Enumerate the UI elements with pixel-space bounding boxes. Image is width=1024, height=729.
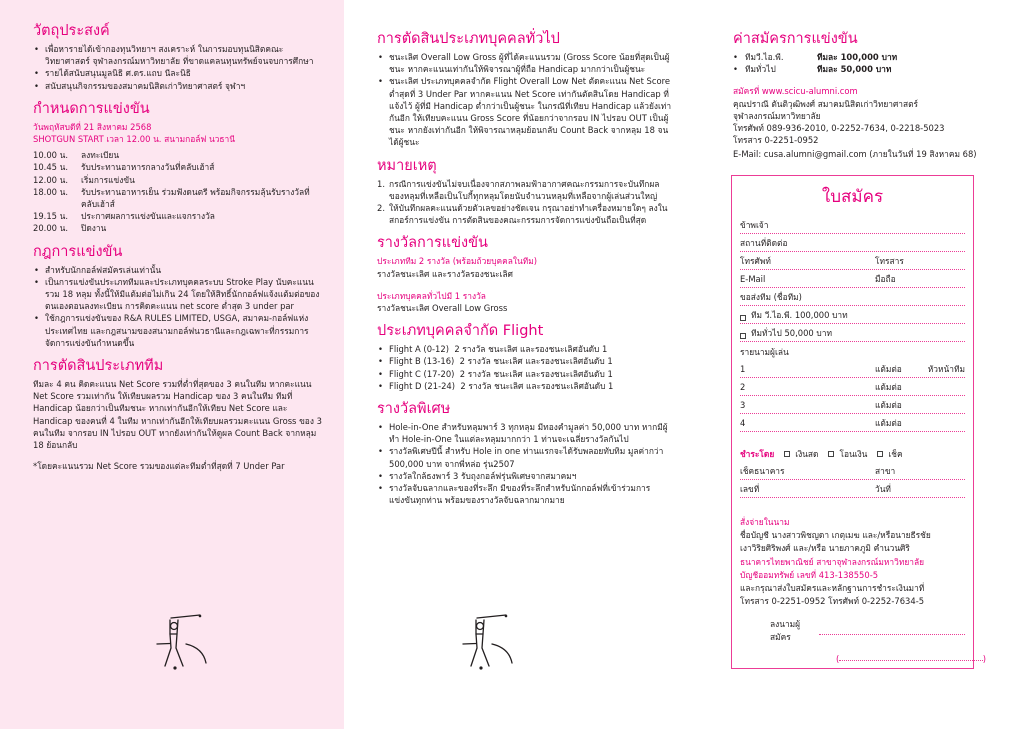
team-name-label: ขอส่งทีม (ชื่อทีม)	[740, 291, 802, 302]
list-item: • Hole-in-One สำหรับหลุมพาร์ 3 ทุกหลุม มีทองคำมูลค่า 50,000 บาท หากมีผู้ทำ Hole-in-One ในแต่ละหลุมมากกว่า 1 ท่านจะเฉลี่ยรางวัลกันไป	[377, 421, 672, 445]
list-item: • รางวัลใกล้ธงพาร์ 3 รับถุงกอล์ฟรุ่นพิเศษจากสมาคมฯ	[377, 470, 672, 482]
branch-label: สาขา	[875, 465, 896, 476]
pay-transfer-option[interactable]	[828, 448, 867, 460]
player-number: 2	[740, 381, 746, 392]
payee-section	[740, 516, 965, 608]
payment-method-row	[740, 444, 965, 462]
email-mobile-field[interactable]	[740, 270, 965, 288]
rules-list	[33, 264, 322, 349]
option-label: เช็ค	[888, 448, 903, 459]
schedule-table	[33, 149, 322, 234]
contact-section	[733, 85, 1004, 160]
fee-value: ทีมละ 50,000 บาท	[817, 64, 892, 75]
schedule-time: 10.45 น.	[33, 162, 69, 173]
flight-heading-thai: ประเภทบุคคลจำกัด	[377, 323, 499, 340]
middle-panel	[344, 0, 688, 729]
handicap-label: แต้มต่อ	[875, 399, 902, 410]
handicap-label: แต้มต่อ	[875, 381, 902, 392]
send-contact: โทรสาร 0-2251-0952 โทรศัพท์ 0-2252-7634-5	[740, 596, 925, 607]
list-item: • เป็นการแข่งขันประเภททีมและประเภทบุคคลระบบ Stroke Play นับคะแนนรวม 18 หลุม ทั้งนี้ให้มีแต้มต่อไม่เกิน 24 โดยให้สิทธิ์นักกอล์ฟแจ้งแต้มต่อของตนเองตอนลงทะเบียน การคิดคะแนน net score ต่ำสุด 3 under par	[33, 276, 322, 313]
name-label: ข้าพเจ้า	[740, 219, 769, 230]
remarks-section	[377, 157, 672, 227]
flight-name: Flight D (21-24)	[389, 380, 456, 391]
list-item	[377, 202, 672, 226]
list-item	[377, 178, 672, 202]
individual-judging-list	[377, 51, 672, 149]
individual-judging-heading: การตัดสินประเภทบุคคลทั่วไป	[377, 31, 560, 47]
vip-team-option[interactable]	[740, 306, 965, 324]
schedule-event: เริ่มการแข่งขัน	[81, 174, 135, 185]
payee-line: ชื่อบัญชี นางสาวพิชญดา เกตุเมฆ และ/หรือนายธีรชัย	[740, 530, 931, 541]
fee-label: ทีมวี.ไอ.พี.	[745, 52, 784, 62]
form-title: ใบสมัคร	[821, 187, 884, 207]
special-prizes-section	[377, 400, 672, 506]
schedule-time: 18.00 น.	[33, 186, 69, 197]
fees-heading: ค่าสมัครการแข่งขัน	[733, 31, 858, 47]
left-panel	[0, 0, 344, 729]
player-number: 4	[740, 417, 746, 428]
player-number: 1	[740, 363, 746, 374]
pay-cheque-option[interactable]	[877, 448, 902, 460]
item-number: 1.	[377, 178, 385, 189]
bank-label: เช็คธนาคาร	[740, 465, 785, 476]
team-prize-text: รางวัลชนะเลิศ และรางวัลรองชนะเลิศ	[377, 268, 513, 279]
schedule-event: ปิดงาน	[81, 223, 107, 234]
schedule-time: 10.00 น.	[33, 150, 69, 161]
payee-heading: สั่งจ่ายในนาม	[740, 517, 790, 527]
checkbox-icon[interactable]	[740, 333, 746, 339]
option-label: ทีม วี.ไอ.พี. 100,000 บาท	[751, 309, 848, 320]
option-label: โอนเงิน	[839, 448, 868, 459]
players-label-row	[740, 342, 965, 360]
contact-line: โทรศัพท์ 089-936-2010, 0-2252-7634, 0-2218-5023	[733, 123, 945, 134]
checkbox-icon[interactable]	[828, 451, 834, 457]
flight-name: Flight B (13-16)	[389, 356, 455, 367]
individual-prize-heading: ประเภทบุคคลทั่วไปมี 1 รางวัล	[377, 290, 486, 301]
flight-prize: 2 รางวัล ชนะเลิศ และรองชนะเลิศอันดับ 1	[460, 380, 614, 391]
team-judging-note: *โดยคะแนนรวม Net Score รวมของแต่ละทีมต่ำที่สุดที่ 7 Under Par	[33, 461, 285, 472]
flight-prize: 2 รางวัล ชนะเลิศ และรองชนะเลิศอันดับ 1	[459, 356, 613, 367]
flight-name: Flight C (17-20)	[389, 368, 455, 379]
flight-section	[377, 322, 672, 392]
list-item: • รายได้สนับสนุนมูลนิธิ ศ.ดร.แถบ นีละนิธิ	[33, 67, 322, 79]
prizes-heading: รางวัลการแข่งขัน	[377, 235, 488, 252]
objectives-list	[33, 43, 322, 92]
flight-heading	[377, 322, 672, 340]
payment-label: ชำระโดย	[740, 448, 775, 459]
shotgun-start: SHOTGUN START เวลา 12.00 น. สนามกอล์ฟ นวธานี	[33, 134, 235, 145]
individual-judging-section	[377, 30, 672, 149]
remarks-heading: หมายเหตุ	[377, 157, 437, 174]
list-item: • สนับสนุนกิจกรรมของสมาคมนิสิตเก่าวิทยาศาสตร์ จุฬาฯ	[33, 80, 322, 92]
phone-fax-field[interactable]	[740, 252, 965, 270]
list-item: • ชนะเลิศ ประเภทบุคคลจำกัด Flight Overall Low Net ตัดคะแนน Net Score ต่ำสุดที่ 3 Under Par หากคะแนน Net Score เท่ากันตัดสินโดย Handicap ที่แจ้งไว้ ผู้ที่มี Handicap ต่ำกว่าเป็นผู้ชนะ ในกรณีที่เทียบ Handicap แล้วยังเท่ากันอีก ให้เทียบคะแนน Gross Score ที่น้อยกว่าจากรอบ IN ไปรอบ OUT เป็นผู้ชนะ หากยังเท่ากันอีก ให้พิจารณาหลุมย้อนกลับ Count Back จากหลุม 18 จนได้ผู้ชนะ	[377, 75, 672, 148]
player-row[interactable]	[740, 414, 965, 432]
remarks-list	[377, 178, 672, 227]
option-label: เงินสด	[795, 448, 819, 459]
phone-label: โทรศัพท์	[740, 255, 771, 266]
special-prizes-list	[377, 421, 672, 506]
list-item: • เพื่อหารายได้เข้ากองทุนวิทยาฯ สงเคราะห์ ในการมอบทุนนิสิตคณะวิทยาศาสตร์ จุฬาลงกรณ์มหาวิทยาลัย ที่ขาดแคลนทุนทรัพย์จนจบการศึกษา	[33, 43, 322, 67]
fee-value: ทีมละ 100,000 บาท	[817, 52, 898, 62]
player-row[interactable]	[740, 360, 965, 378]
golfer-illustration-icon	[148, 608, 218, 678]
team-prize-heading: ประเภททีม 2 รางวัล (พร้อมถ้วยบุคคลในทีม)	[377, 256, 537, 267]
fees-table	[733, 51, 1004, 75]
bank-branch-field[interactable]	[740, 462, 965, 480]
schedule-time: 12.00 น.	[33, 174, 69, 185]
player-number: 3	[740, 399, 746, 410]
pay-cash-option[interactable]	[784, 448, 818, 460]
mobile-label: มือถือ	[875, 273, 896, 284]
fee-label: ทีมทั่วไป	[745, 64, 776, 75]
handicap-label: แต้มต่อ	[875, 417, 902, 428]
prizes-section	[377, 234, 672, 314]
player-row[interactable]	[740, 378, 965, 396]
number-date-field[interactable]	[740, 480, 965, 498]
contact-line: โทรสาร 0-2251-0952	[733, 135, 819, 146]
schedule-section	[33, 100, 322, 235]
schedule-time: 20.00 น.	[33, 223, 69, 234]
apply-website-link[interactable]: สมัครที่ www.scicu-alumni.com	[733, 86, 858, 97]
payee-account: บัญชีออมทรัพย์ เลขที่ 413-138550-5	[740, 569, 879, 580]
bullet: •	[733, 52, 738, 62]
team-judging-section	[33, 357, 322, 472]
paren-close: )	[982, 653, 986, 664]
checkbox-icon[interactable]	[784, 451, 790, 457]
option-label: ทีมทั่วไป 50,000 บาท	[751, 327, 832, 338]
item-number: 2.	[377, 203, 385, 214]
fax-label: โทรสาร	[875, 255, 904, 266]
objectives-section	[33, 22, 322, 92]
captain-label: หัวหน้าทีม	[927, 363, 965, 374]
team-judging-body: ทีมละ 4 คน คิดคะแนน Net Score รวมที่ต่ำที่สุดของ 3 คนในทีม หากคะแนน Net Score รวมเท่ากัน ให้เทียบผลรวม Handicap ของ 3 คนในทีม ทีมที่ Handicap น้อยกว่าเป็นทีมชนะ หากเท่ากันอีกให้เทียบ Net Score และ Handicap ของคนที่ 4 ในทีม หากเท่ากันอีกให้เทียบผลรวมคะแนน Gross ของ 3 คนในทีม จากรอบ IN ไปรอบ OUT หากยังเท่ากันให้ดูผล Count Back จากหลุม 18 ย้อนกลับ	[33, 379, 322, 451]
flight-name: Flight A (0-12)	[389, 344, 449, 355]
application-form	[731, 175, 986, 669]
flight-heading-suffix: Flight	[502, 323, 544, 340]
schedule-heading: กำหนดการแข่งขัน	[33, 100, 150, 117]
objectives-heading: วัตถุประสงค์	[33, 23, 110, 39]
bullet: •	[733, 64, 738, 75]
checkbox-icon[interactable]	[877, 451, 883, 457]
list-item: • ชนะเลิศ Overall Low Gross ผู้ที่ได้คะแนนรวม (Gross Score น้อยที่สุดเป็นผู้ชนะ หากคะแนนเท่ากันให้พิจารณาผู้ที่ถือ Handicap มากกว่าเป็นผู้ชนะ	[377, 51, 672, 75]
item-text: ให้บันทึกผลคะแนนด้วยตัวเลขอย่างชัดเจน กรุณาอย่าทำเครื่องหมายใดๆ ลงในสกอร์การแข่งขัน การตัดสินของคณะกรรมการจัดการแข่งขันถือเป็นที่สุด	[389, 203, 668, 226]
fees-section	[733, 30, 1004, 75]
signature-label: ลงนามผู้สมัคร	[770, 619, 801, 642]
list-item: • รางวัลพิเศษปีนี้ สำหรับ Hole in one ท่านแรกจะได้รับพลอยทับทิม มูลค่ากว่า 500,000 บาท จากพี่หล่อ รุ่น2507	[377, 445, 672, 469]
team-name-field[interactable]	[740, 288, 965, 306]
checkbox-icon[interactable]	[740, 315, 746, 321]
address-field[interactable]	[740, 234, 965, 252]
list-item	[377, 368, 672, 380]
schedule-time: 19.15 น.	[33, 211, 69, 222]
individual-prize-text: รางวัลชนะเลิศ Overall Low Gross	[377, 303, 508, 314]
signature-field[interactable]	[819, 627, 965, 635]
printed-name-line[interactable]	[839, 653, 982, 661]
special-prizes-heading: รางวัลพิเศษ	[377, 401, 451, 418]
list-item: • รางวัลจับฉลากและของที่ระลึก มีของที่ระลึกสำหรับนักกอล์ฟที่เข้าร่วมการแข่งขันทุกท่าน พร้อมของรางวัลจับฉลากมากมาย	[377, 482, 672, 506]
rules-section	[33, 243, 322, 349]
list-item	[377, 343, 672, 355]
flight-prize: 2 รางวัล ชนะเลิศ และรองชนะเลิศอันดับ 1	[459, 368, 613, 379]
schedule-event: ลงทะเบียน	[81, 150, 120, 161]
players-label: รายนามผู้เล่น	[740, 346, 789, 357]
list-item	[377, 380, 672, 392]
list-item: • สำหรับนักกอล์ฟสมัครเล่นเท่านั้น	[33, 264, 322, 276]
flight-list	[377, 343, 672, 392]
contact-line: จุฬาลงกรณ์มหาวิทยาลัย	[733, 110, 821, 121]
printed-name-field[interactable]	[836, 653, 986, 665]
general-team-option[interactable]	[740, 324, 965, 342]
date-label: วันที่	[875, 483, 891, 494]
contact-line: คุณปราณี ตันติวุฒิพงศ์ สมาคมนิสิตเก่าวิทยาศาสตร์	[733, 98, 919, 109]
send-instructions: และกรุณาส่งใบสมัครและหลักฐานการชำระเงินมาที่	[740, 583, 925, 594]
golfer-illustration-icon	[454, 608, 524, 678]
list-item: • ใช้กฎการแข่งขันของ R&A RULES LIMITED, USGA, สมาคม-กอล์ฟแห่งประเทศไทย และกฎสนามของสนามกอล์ฟนวธานีและกฎเฉพาะที่กรรมการจัดการแข่งขันกำหนดขึ้น	[33, 312, 322, 349]
number-label: เลขที่	[740, 483, 760, 494]
rules-heading: กฎการแข่งขัน	[33, 243, 123, 260]
event-date: วันพฤหัสบดีที่ 21 สิงหาคม 2568	[33, 121, 152, 132]
item-text: กรณีการแข่งขันไม่จบเนื่องจากสภาพลมฟ้าอากาศคณะกรรมการจะบันทึกผลของหลุมที่เหลือเป็นโบกี้ทุกหลุมโดยนับจำนวนหลุมที่เหลือจากผู้เล่นส่วนใหญ่	[389, 178, 660, 201]
payee-line: เงาวิริยศิริพงศ์ และ/หรือ นายภาคภูมิ คำนวนศิริ	[740, 543, 910, 554]
name-field[interactable]	[740, 216, 965, 234]
signature-row	[740, 618, 965, 642]
team-judging-heading: การตัดสินประเภททีม	[33, 358, 164, 375]
schedule-event: ประกาศผลการแข่งขันและแจกรางวัล	[81, 211, 215, 222]
address-label: สถานที่ติดต่อ	[740, 237, 788, 248]
payee-bank: ธนาคารไทยพาณิชย์ สาขาจุฬาลงกรณ์มหาวิทยาลัย	[740, 556, 924, 567]
contact-email: E-Mail: cusa.alumni@gmail.com (ภายในวันที่ 19 สิงหาคม 68)	[733, 149, 977, 160]
list-item	[377, 355, 672, 367]
player-row[interactable]	[740, 396, 965, 414]
paren-open: (	[836, 653, 840, 664]
schedule-event: รับประทานอาหารเย็น ร่วมฟังดนตรี พร้อมกิจกรรมลุ้นรับรางวัลที่คลับเฮ้าส์	[81, 186, 310, 210]
flight-prize: 2 รางวัล ชนะเลิศ และรองชนะเลิศอันดับ 1	[454, 344, 608, 355]
email-label: E-Mail	[740, 273, 766, 284]
schedule-event: รับประทานอาหารกลางวันที่คลับเฮ้าส์	[81, 162, 215, 173]
handicap-label: แต้มต่อ	[875, 363, 902, 374]
